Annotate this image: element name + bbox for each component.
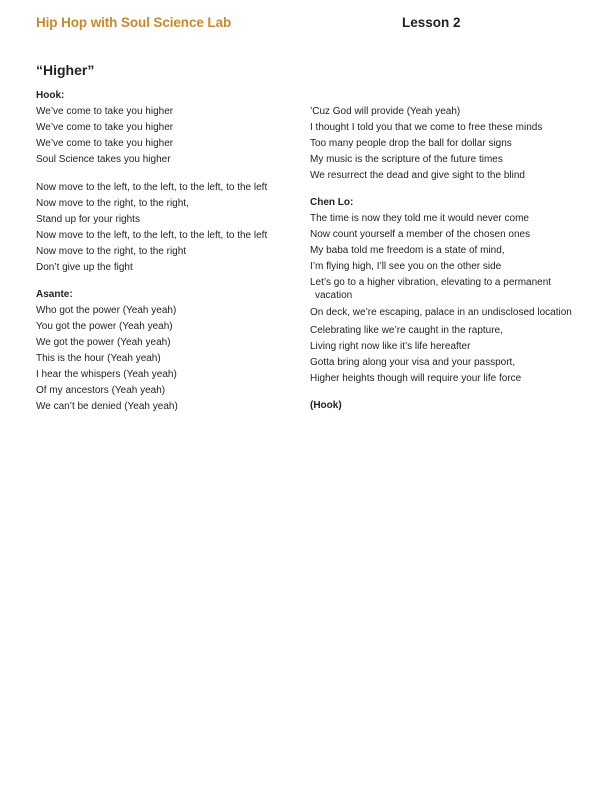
outro-hook-label: (Hook) bbox=[310, 399, 342, 411]
lyric-line: We’ve come to take you higher bbox=[36, 106, 174, 117]
lyric-line: You got the power (Yeah yeah) bbox=[36, 321, 173, 332]
hook-section bbox=[36, 89, 306, 168]
lyric-line: This is the hour (Yeah yeah) bbox=[36, 353, 161, 364]
lyric-line: The time is now they told me it would never come bbox=[310, 213, 529, 224]
lyric-line: I thought I told you that we come to free these minds bbox=[310, 122, 543, 133]
lyric-line: Stand up for your rights bbox=[36, 214, 140, 225]
lyric-line: Now move to the right, to the right, bbox=[36, 198, 189, 209]
lyric-line: Don’t give up the fight bbox=[36, 262, 133, 273]
lyric-line: Now move to the left, to the left, to the left, to the left bbox=[36, 182, 268, 193]
lyric-line: My baba told me freedom is a state of mind, bbox=[310, 245, 505, 256]
move-section bbox=[36, 180, 306, 276]
hook-label: Hook: bbox=[36, 90, 65, 101]
asante-section bbox=[36, 288, 306, 415]
lyric-line: We can’t be denied (Yeah yeah) bbox=[36, 401, 178, 412]
lyric-line: Gotta bring along your visa and your passport, bbox=[310, 356, 516, 368]
lyric-line: On deck, we’re escaping, palace in an undisclosed location bbox=[310, 307, 572, 318]
lyrics-column-right bbox=[310, 104, 575, 424]
lyric-line: My music is the scripture of the future times bbox=[310, 154, 503, 165]
chenlo-section bbox=[310, 196, 575, 387]
lyric-line: I’m flying high, I’ll see you on the other side bbox=[310, 261, 502, 272]
lyric-line: I hear the whispers (Yeah yeah) bbox=[36, 369, 177, 380]
song-title: “Higher” bbox=[36, 62, 95, 78]
chenlo-label: Chen Lo: bbox=[310, 197, 354, 208]
continuation-section bbox=[310, 104, 575, 184]
lyric-line: Higher heights though will require your life force bbox=[310, 372, 522, 384]
course-title: Hip Hop with Soul Science Lab bbox=[36, 15, 232, 30]
lyric-line: Now move to the left, to the left, to the left, to the left bbox=[36, 230, 268, 241]
outro-section bbox=[310, 399, 575, 412]
lesson-number: Lesson 2 bbox=[402, 15, 461, 30]
lyric-line: Who got the power (Yeah yeah) bbox=[36, 305, 177, 316]
lyric-line: Celebrating like we’re caught in the rapture, bbox=[310, 324, 503, 336]
asante-label: Asante: bbox=[36, 289, 73, 300]
lyric-line: Now count yourself a member of the chosen ones bbox=[310, 229, 531, 240]
lyric-line: Of my ancestors (Yeah yeah) bbox=[36, 385, 166, 396]
lyric-line: We got the power (Yeah yeah) bbox=[36, 337, 171, 348]
lyric-line: We’ve come to take you higher bbox=[36, 138, 174, 149]
lyric-line: Too many people drop the ball for dollar signs bbox=[310, 138, 512, 149]
lyrics-column-left bbox=[36, 89, 306, 427]
lyric-line: We’ve come to take you higher bbox=[36, 122, 174, 133]
lyric-line: ’Cuz God will provide (Yeah yeah) bbox=[310, 106, 461, 117]
lyric-line: Let’s go to a higher vibration, elevating to a permanent vacation bbox=[310, 277, 552, 301]
lyric-line: Soul Science takes you higher bbox=[36, 154, 171, 165]
lyric-line: We resurrect the dead and give sight to the blind bbox=[310, 170, 525, 181]
lyric-line: Now move to the right, to the right bbox=[36, 246, 187, 257]
lyric-line: Living right now like it’s life hereafter bbox=[310, 340, 471, 352]
